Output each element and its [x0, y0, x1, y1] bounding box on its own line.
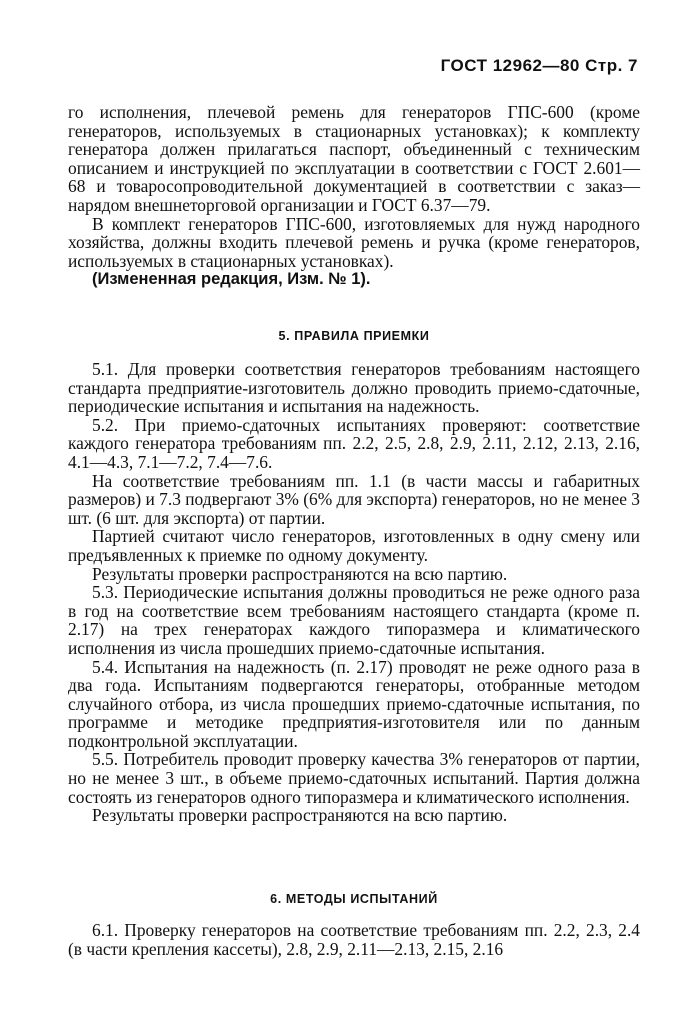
paragraph: Результаты проверки распространяются на всю партию. [92, 563, 508, 584]
paragraph: го исполнения, плечевой ремень для генераторов ГПС-600 (кроме генераторов, используемых в стационарных установках); к комплекту генератора должен прилагаться паспорт, объединенный с техническим описанием и инструкцией по эксплуатации в соответствии с ГОСТ 2.601—68 и товаросопроводительной документацией в соответствии с заказ—нарядом внешнеторговой организации и ГОСТ 6.37—79. [68, 102, 640, 215]
paragraph: В комплект генераторов ГПС-600, изготовляемых для нужд народного хозяйства, должны входить плечевой ремень и ручка (кроме генераторов, используемых в стационарных установках). [68, 213, 640, 271]
section-heading-6: 6. МЕТОДЫ ИСПЫТАНИЙ [270, 892, 438, 906]
paragraph: Партией считают число генераторов, изготовленных в одну смену или предъявленных к приемке по одному документу. [68, 526, 640, 565]
intro-block [68, 103, 640, 289]
section-heading-5: 5. ПРАВИЛА ПРИЕМКИ [278, 329, 430, 343]
paragraph: 5.2. При приемо-сдаточных испытаниях проверяют: соответствие каждого генератора требованиям пп. 2.2, 2.5, 2.8, 2.9, 2.11, 2.12, 2.13, 2.16, 4.1—4.3, 7.1—7.2, 7.4—7.6. [68, 414, 640, 472]
section-5-block [68, 360, 640, 825]
paragraph: Результаты проверки распространяются на всю партию. [92, 805, 508, 826]
paragraph: 5.1. Для проверки соответствия генераторов требованиям настоящего стандарта предприятие-изготовитель должно проводить приемо-сдаточные, периодические испытания и испытания на надежность. [68, 359, 640, 417]
paragraph: 5.5. Потребитель проводит проверку качества 3% генераторов от партии, но не менее 3 шт., в объеме приемо-сдаточных испытаний. Партия должна состоять из генераторов одного типоразмера и климатического исполнения. [68, 749, 640, 807]
paragraph: На соответствие требованиям пп. 1.1 (в части массы и габаритных размеров) и 7.3 подвергают 3% (6% для экспорта) генераторов, но не менее 3 шт. (6 шт. для экспорта) от партии. [68, 470, 640, 528]
paragraph: 6.1. Проверку генераторов на соответствие требованиям пп. 2.2, 2.3, 2.4 (в части крепления кассеты), 2.8, 2.9, 2.11—2.13, 2.15, 2.16 [68, 920, 640, 959]
section-6-block [68, 921, 640, 958]
paragraph: 5.4. Испытания на надежность (п. 2.17) проводят не реже одного раза в два года. Испытаниям подвергаются генераторы, отобранные методом случайного отбора, из числа прошедших приемо-сдаточные испытания, по программе и методике предприятия-изготовителя или по данным подконтрольной эксплуатации. [68, 656, 640, 751]
amendment-note: (Измененная редакция, Изм. № 1). [92, 270, 371, 289]
paragraph: 5.3. Периодические испытания должны проводиться не реже одного раза в год на соответствие всем требованиям настоящего стандарта (кроме п. 2.17) на трех генераторах каждого типоразмера и климатического исполнения из числа прошедших приемо-сдаточные испытания. [68, 582, 640, 658]
running-head: ГОСТ 12962—80 Стр. 7 [440, 56, 638, 75]
